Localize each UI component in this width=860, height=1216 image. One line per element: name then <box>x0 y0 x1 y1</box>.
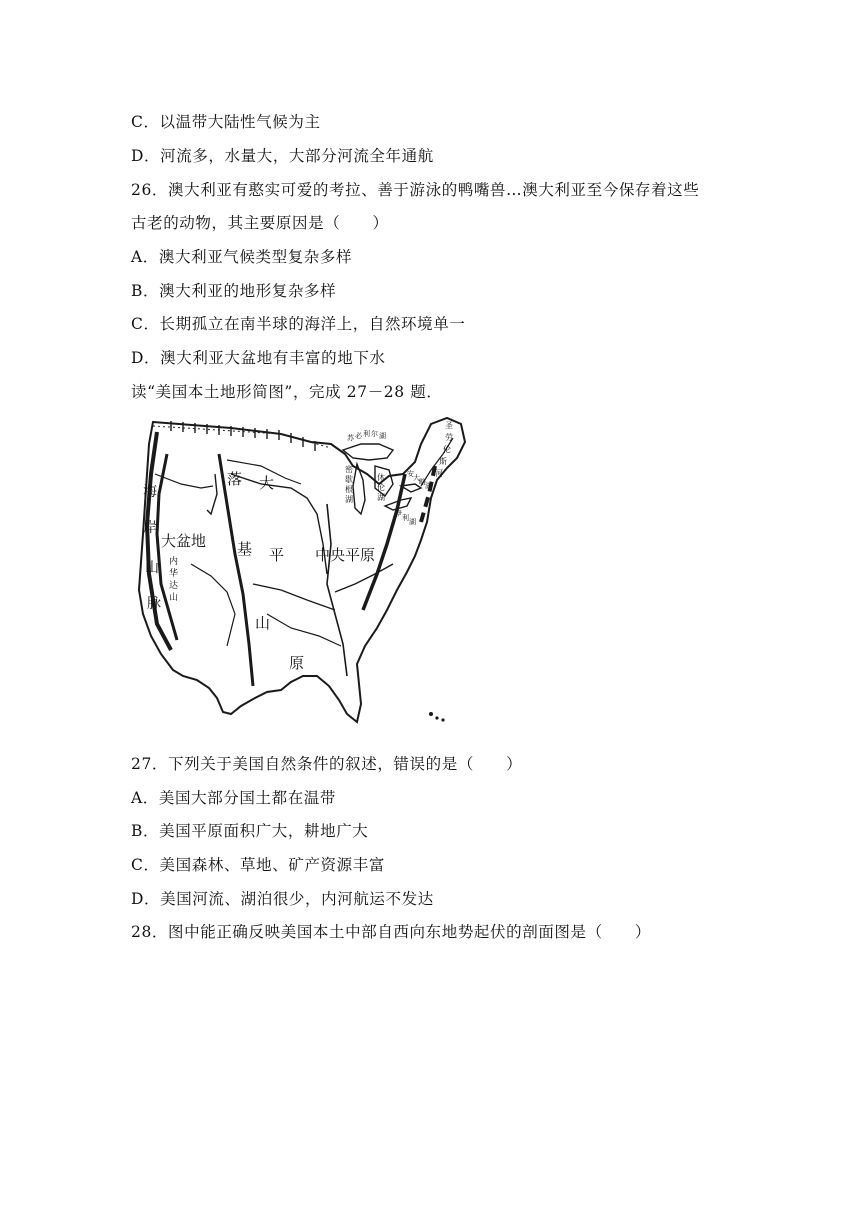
us-outline <box>139 418 465 722</box>
label-superior-5: 湖 <box>379 432 386 440</box>
label-plains-3: 原 <box>289 654 305 672</box>
lake-superior <box>343 444 393 460</box>
label-coastal-range-1: 海 <box>143 484 157 500</box>
label-superior-3: 利 <box>363 430 370 438</box>
label-coastal-range-3: 山 <box>145 560 159 576</box>
lake-ontario <box>401 484 421 492</box>
label-nevada-3: 达 <box>169 581 179 591</box>
text-line-q26bb: B．澳大利亚的地形复杂多样 <box>131 282 337 300</box>
text-line-q26c: C．长期孤立在南半球的海洋上，自然环境单一 <box>131 315 466 333</box>
rocky-west-line <box>207 474 217 514</box>
label-nevada-1: 内 <box>169 557 179 567</box>
florida-islands <box>429 712 445 722</box>
text-line-q28: 28．图中能正确反映美国本土中部自西向东地势起伏的剖面图是（ ） <box>131 923 652 941</box>
text-line-q27d: D．美国河流、湖泊很少，内河航运不发达 <box>131 890 434 908</box>
label-nevada-2: 华 <box>169 569 179 579</box>
label-st-lawrence-4: 斯 <box>439 457 447 466</box>
label-st-lawrence-5: 河 <box>435 469 443 478</box>
text-line-q27a: A．美国大部分国土都在温带 <box>131 789 336 807</box>
text-line-q25c: C．以温带大陆性气候为主 <box>131 113 321 131</box>
map-labels <box>143 421 453 672</box>
text-line-q27c: C．美国森林、草地、矿产资源丰富 <box>131 856 385 874</box>
text-line-intro: 读“美国本土地形简图”，完成 27－28 题． <box>131 383 443 401</box>
label-ontario-2: 大 <box>413 474 420 482</box>
label-superior-2: 必 <box>355 432 362 440</box>
label-ontario-3: 略 <box>419 478 426 486</box>
text-line-q27b: B．美国平原面积广大，耕地广大 <box>131 822 369 840</box>
text-line-q26d: D．澳大利亚大盆地有丰富的地下水 <box>131 349 386 367</box>
label-superior-1: 苏 <box>347 434 354 442</box>
text-line-q25d: D．河流多，水量大，大部分河流全年通航 <box>131 147 434 165</box>
label-michigan-4: 湖 <box>345 495 353 504</box>
label-erie-3: 湖 <box>409 518 416 526</box>
label-erie-1: 伊 <box>395 510 402 518</box>
label-huron-2: 伦 <box>377 483 385 492</box>
arkansas-river <box>253 584 335 610</box>
label-rocky-3: 山 <box>255 614 271 632</box>
text-line-q26a: A．澳大利亚气候类型复杂多样 <box>131 248 353 266</box>
ohio-river <box>335 564 393 592</box>
mississippi-river <box>327 504 347 676</box>
southwest-river <box>191 564 235 646</box>
label-st-lawrence-1: 圣 <box>445 421 453 430</box>
text-line-q26b: 古老的动物，其主要原因是（ ） <box>131 214 389 232</box>
label-rocky-2: 基 <box>237 540 253 558</box>
label-coastal-range-4: 脉 <box>147 596 161 612</box>
label-michigan-1: 密 <box>345 465 353 474</box>
label-central-plain: 中央平原 <box>315 546 376 564</box>
label-nevada-4: 山 <box>169 593 179 603</box>
label-ontario-4: 湖 <box>425 482 432 490</box>
label-erie-2: 利 <box>402 514 409 522</box>
label-st-lawrence-3: 伦 <box>443 445 451 454</box>
label-michigan-2: 歇 <box>345 475 353 484</box>
text-line-q26: 26．澳大利亚有憨实可爱的考拉、善于游泳的鸭嘴兽…澳大利亚至今保存着这些 <box>131 181 700 199</box>
label-michigan-3: 根 <box>345 485 353 494</box>
label-huron-1: 休 <box>377 473 385 482</box>
label-coastal-range-2: 岸 <box>143 520 157 536</box>
label-rocky-1: 落 <box>227 470 243 488</box>
us-terrain-map-svg <box>131 414 469 738</box>
label-plains-1: 大 <box>259 474 275 492</box>
label-superior-4: 尔 <box>371 430 378 438</box>
rocky-front-line <box>219 454 253 686</box>
label-st-lawrence-2: 劳 <box>445 433 453 442</box>
us-terrain-map <box>131 414 469 738</box>
label-huron-3: 湖 <box>377 493 385 502</box>
label-great-basin: 大盆地 <box>161 532 207 550</box>
text-line-q27: 27．下列关于美国自然条件的叙述，错误的是（ ） <box>131 755 523 773</box>
label-ontario-1: 安 <box>407 470 414 478</box>
red-river <box>267 614 341 646</box>
label-plains-2: 平 <box>269 546 285 564</box>
